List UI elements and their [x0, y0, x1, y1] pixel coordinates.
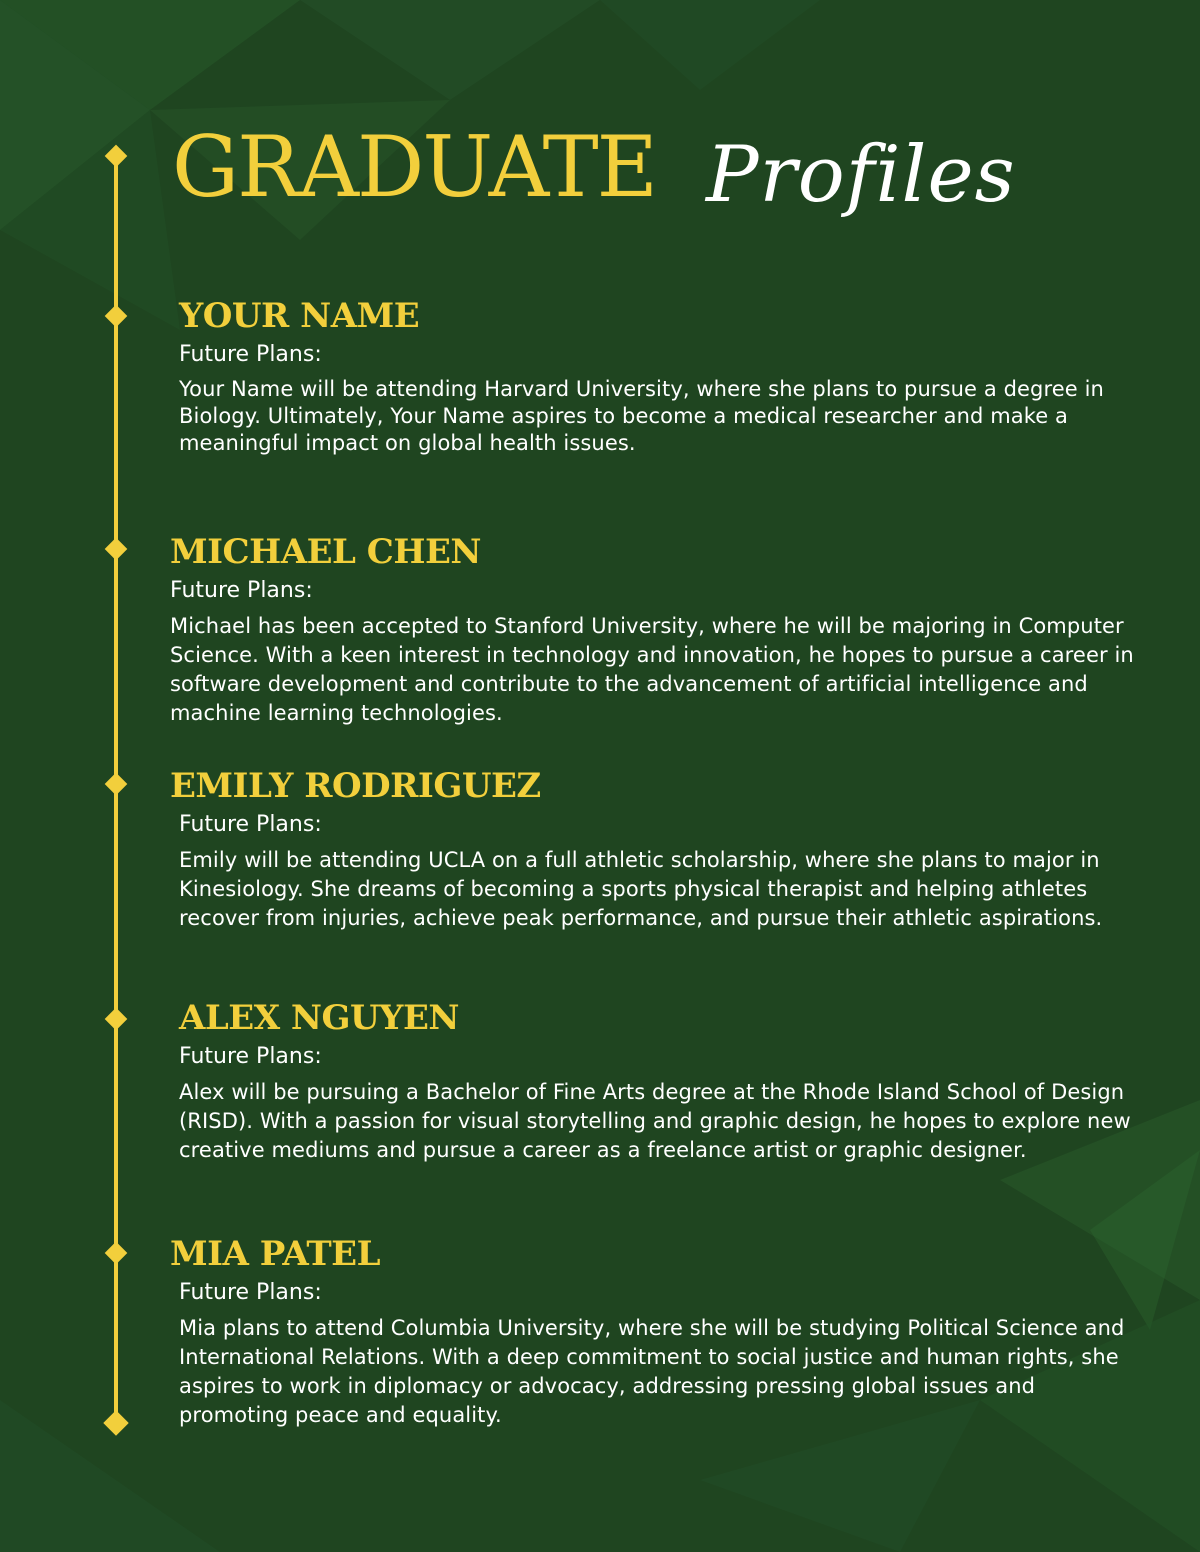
profile-michael-chen — [170, 530, 1150, 728]
profile-description: Mia plans to attend Columbia University, where she will be studying Political Science and International Relations. With a deep commitment to social justice and human rights, she aspires to work in diplomacy or advocacy, addressing pressing global issues and promoting peace and equality. — [179, 1316, 1125, 1427]
profile-name: MICHAEL CHEN — [170, 532, 481, 572]
title-script: Profiles — [706, 130, 1016, 220]
profile-emily-rodriguez — [170, 764, 1150, 933]
title-main: GRADUATE — [172, 118, 656, 216]
profile-label: Future Plans: — [179, 1044, 322, 1069]
profile-description: Emily will be attending UCLA on a full athletic scholarship, where she plans to major in Kinesiology. She dreams of becoming a sports physical therapist and helping athletes recover from injuries, achieve peak performance, and pursue their athletic aspirations. — [179, 848, 1103, 930]
profile-label: Future Plans: — [170, 578, 313, 603]
profile-label: Future Plans: — [179, 342, 322, 367]
profile-your-name — [179, 294, 1159, 457]
profile-description: Your Name will be attending Harvard University, where she plans to pursue a degree in Biology. Ultimately, Your Name aspires to become a medical researcher and make a meaningful impact on global health issues. — [179, 377, 1104, 455]
profile-label: Future Plans: — [179, 1280, 322, 1305]
profile-label: Future Plans: — [179, 812, 322, 837]
profile-mia-patel — [170, 1232, 1150, 1430]
profile-description: Alex will be pursuing a Bachelor of Fine Arts degree at the Rhode Island School of Design (RISD). With a passion for visual storytelling and graphic design, he hopes to explore new creative mediums and pursue a career as a freelance artist or graphic designer. — [179, 1080, 1131, 1162]
profile-name: MIA PATEL — [170, 1234, 380, 1274]
profile-name: YOUR NAME — [179, 296, 420, 336]
profile-name: ALEX NGUYEN — [179, 998, 459, 1038]
profile-name: EMILY RODRIGUEZ — [170, 766, 541, 806]
profile-alex-nguyen — [179, 996, 1159, 1165]
profile-description: Michael has been accepted to Stanford University, where he will be majoring in Computer Science. With a keen interest in technology and innovation, he hopes to pursue a career in software development and contribute to the advancement of artificial intelligence and machine learning technologies. — [170, 614, 1134, 725]
